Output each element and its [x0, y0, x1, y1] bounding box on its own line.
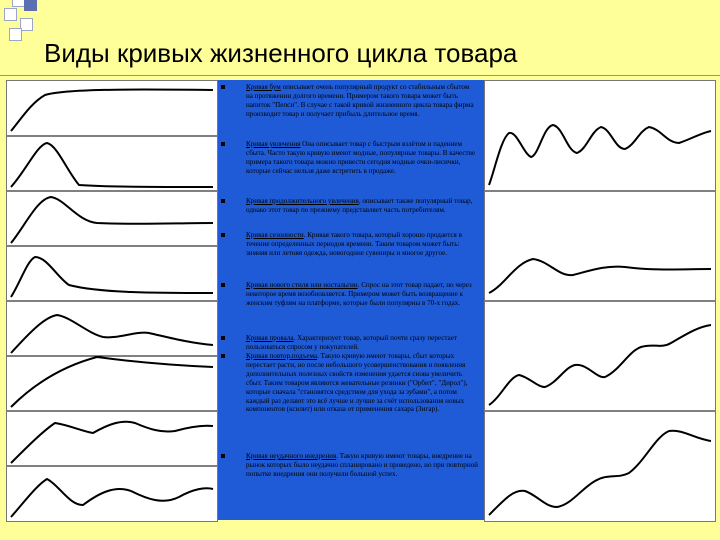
- curve-small-hump: [489, 259, 711, 293]
- item-term: Кривая повтор.подъема: [246, 352, 318, 360]
- bullet-icon: [221, 142, 225, 146]
- item-term: Кривая увлечения: [246, 140, 301, 148]
- item-text: . Такую кривую имеют товары, сбыт которых перестает расти, но после небольшого усовершенствования и появления дополнительных полезных свойств изменения удается снова увеличить сбыт. Таким товаром являются жевательные резинки ("Орбит", "Дирол"), которые сначала "становятся средством для ухода за зубами", а потом каждый раз делают это всё лучше и лучше за счёт использования новых компонентов (ксилит) или отказа от применения сахара (Зигар).: [246, 352, 468, 414]
- curve-scalloped: [11, 422, 213, 463]
- descriptions-box: [218, 80, 484, 520]
- curve-revival: [11, 315, 213, 353]
- decor-square: [9, 28, 22, 41]
- bullet-icon: [221, 85, 225, 89]
- curve-fad: [11, 143, 213, 187]
- item-term: Кривая неудачного внедрения: [246, 452, 337, 460]
- decor-square: [4, 8, 17, 21]
- item-text: . Характеризует товар, который почти сразу перестает пользоваться спросом у покупателей.: [246, 334, 457, 351]
- curve-seasonal-waves: [489, 125, 711, 185]
- curve-boom: [11, 90, 213, 131]
- bullet-icon: [221, 233, 225, 237]
- bullet-icon: [221, 336, 225, 340]
- item-term: Кривая сезонности: [246, 231, 304, 239]
- curve-rising-wavy: [489, 325, 711, 405]
- item-text: Она описывает товар с быстрым взлётом и падением сбыта. Часто такую кривую имеют модные, популярные товары. В качестве примера такого товара можно привести сегодня модные очки-лисички, которые сейчас нельзя даже встретить в продаже.: [246, 140, 476, 175]
- item-text: описывает очень популярный продукт со стабильным сбытом на протяжении долгого времени. Примером такого товара может быть напиток "Пепси". В случае с такой кривой жизненного цикла товара фирма производит товар и получает прибыль длительное время.: [246, 83, 474, 118]
- left-curves-graphic: [7, 81, 217, 521]
- curve-flop: [11, 357, 213, 407]
- curve-late-rise: [489, 431, 711, 515]
- right-curves-graphic: [485, 81, 715, 521]
- item-term: Кривая нового стиля или ностальгии: [246, 281, 358, 289]
- page-title: Виды кривых жизненного цикла товара: [44, 38, 518, 68]
- curve-seasonal: [11, 257, 213, 297]
- right-curves-panel: [484, 80, 716, 522]
- bullet-icon: [221, 354, 225, 358]
- bullet-icon: [221, 454, 225, 458]
- title-underline: [0, 75, 720, 76]
- item-term: Кривая бум: [246, 83, 281, 91]
- left-curves-panel: [6, 80, 218, 522]
- item-term: Кривая продолжительного увлечения: [246, 197, 359, 205]
- item-term: Кривая провала: [246, 334, 294, 342]
- bullet-icon: [221, 199, 225, 203]
- item-text: . Спрос на этот товар падает, но через некоторое время возобновляется. Примером может быть возвращение к женским туфлям на платформе, которые были популярны в 70-х годах.: [246, 281, 472, 307]
- bullet-icon: [221, 283, 225, 287]
- curve-failed-launch: [11, 479, 213, 517]
- item-text: , описывает также популярный товар, однако этот товар по прежнему представляет часть потребителям.: [246, 197, 473, 214]
- item-text: . Кривая такого товара, который хорошо продается в течение определенных периодов времени. Таким товаром может быть: зимняя или летняя одежда, новогодние сувениры и многое другое.: [246, 231, 462, 257]
- decor-square: [24, 0, 37, 11]
- item-text: . Такую кривую имеют товары, внедрение на рынок которых было неудачно спланировано и проведено, но при повторной попытке внедрения они получили большой успех.: [246, 452, 478, 478]
- curve-extended-fad: [11, 197, 213, 243]
